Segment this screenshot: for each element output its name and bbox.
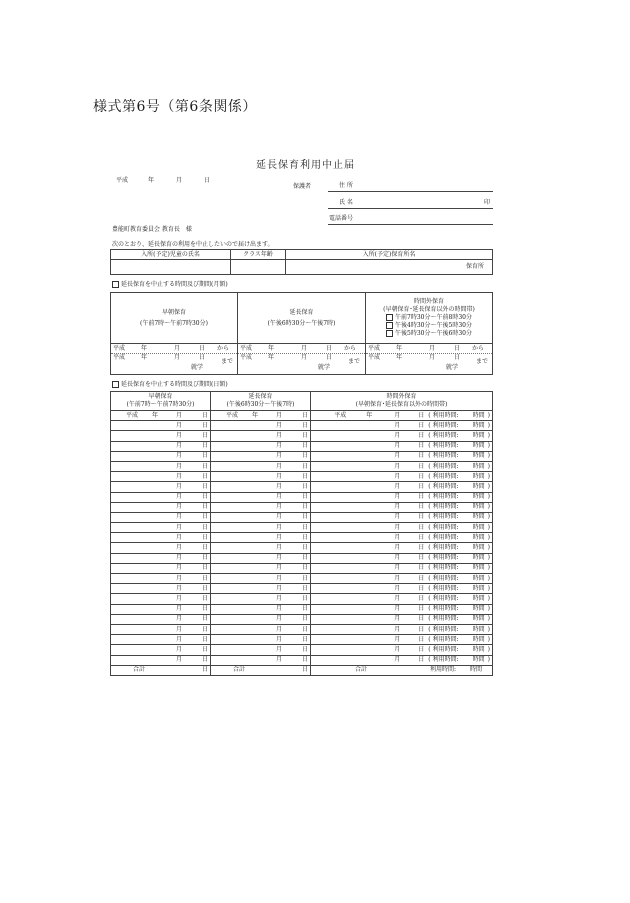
period-month-label: 月 [429,345,436,352]
monthly-extended-header: 延長保育 (午後6時30分～午後7時) [238,293,366,344]
daily-early-date[interactable]: 月 日 [111,604,211,614]
daily-overtime-date[interactable]: 月 日 ( 利用時間: 時間 ) [311,512,493,522]
period-month-label: 月 [301,354,308,361]
daily-row [111,482,493,492]
period-year-label: 年 [268,345,275,352]
daily-early-date[interactable]: 平成 年 月 日 [111,411,211,421]
daily-early-date[interactable]: 月 日 [111,441,211,451]
daily-extended-date[interactable]: 月 日 [211,512,311,522]
daily-row [111,502,493,512]
daily-early-date[interactable]: 月 日 [111,594,211,604]
daily-early-date[interactable]: 月 日 [111,614,211,624]
daily-extended-date[interactable]: 月 日 [211,461,311,471]
period-era-label: 平成 [113,354,126,361]
checkbox-icon[interactable] [386,330,393,337]
daily-extended-date[interactable]: 平成 年 月 日 [211,411,311,421]
daily-overtime-date[interactable]: 月 日 ( 利用時間: 時間 ) [311,533,493,543]
daily-extended-date[interactable]: 月 日 [211,543,311,553]
nursery-name-cell[interactable]: 保育所 [286,260,493,275]
period-era-label: 平成 [113,345,126,352]
phone-field[interactable] [328,224,493,225]
daily-overtime-date[interactable]: 月 日 ( 利用時間: 時間 ) [311,645,493,655]
period-from-label: から [217,345,230,352]
daily-row [111,472,493,482]
daily-extended-date[interactable]: 月 日 [211,482,311,492]
period-day-label: 日 [199,345,206,352]
form-title: 延長保育利用中止届 [256,160,355,171]
daily-extended-date[interactable]: 月 日 [211,614,311,624]
daily-overtime-date[interactable]: 月 日 ( 利用時間: 時間 ) [311,543,493,553]
daily-early-date[interactable]: 月 日 [111,502,211,512]
checkbox-icon[interactable] [112,281,119,288]
address-field[interactable] [328,191,493,192]
daily-early-date[interactable]: 月 日 [111,635,211,645]
daily-row [111,421,493,431]
daily-row [111,624,493,634]
daily-total-row [111,665,493,675]
daily-early-total[interactable]: 合計 日 [111,665,211,675]
name-label: 氏 名 [339,199,353,206]
daily-overtime-date[interactable]: 平成 年 月 日 ( 利用時間: 時間 ) [311,411,493,421]
period-divider [366,353,492,354]
child-name-cell[interactable] [111,260,231,275]
checkbox-icon[interactable] [386,314,393,321]
period-day-label: 日 [454,345,461,352]
period-school-label: 就学 [318,364,331,371]
daily-overtime-date[interactable]: 月 日 ( 利用時間: 時間 ) [311,604,493,614]
phone-label: 電話番号 [329,215,354,222]
daily-row [111,594,493,604]
period-until-label: まで [348,358,361,365]
daily-row [111,584,493,594]
daily-extended-date[interactable]: 月 日 [211,574,311,584]
daily-early-date[interactable]: 月 日 [111,512,211,522]
period-era-label: 平成 [368,354,381,361]
daily-early-date[interactable]: 月 日 [111,451,211,461]
daily-early-date[interactable]: 月 日 [111,655,211,665]
period-until-label: まで [476,358,489,365]
daily-extended-date[interactable]: 月 日 [211,594,311,604]
period-divider [111,353,237,354]
daily-overtime-date[interactable]: 月 日 ( 利用時間: 時間 ) [311,523,493,533]
daily-row [111,614,493,624]
daily-row [111,451,493,461]
period-era-label: 平成 [368,345,381,352]
daily-early-date[interactable]: 月 日 [111,461,211,471]
daily-extended-date[interactable]: 月 日 [211,523,311,533]
daily-overtime-total[interactable]: 合計 利用時間: 時間 [311,665,493,675]
daily-row [111,604,493,614]
period-month-label: 月 [174,354,181,361]
daily-row [111,645,493,655]
daily-overtime-date[interactable]: 月 日 ( 利用時間: 時間 ) [311,635,493,645]
daily-early-date[interactable]: 月 日 [111,553,211,563]
daily-extended-date[interactable]: 月 日 [211,451,311,461]
name-field[interactable] [328,208,493,209]
child-info-table [110,249,493,275]
period-year-label: 年 [396,345,403,352]
daily-overtime-date[interactable]: 月 日 ( 利用時間: 時間 ) [311,451,493,461]
seal-mark: 印 [484,199,491,206]
form-number: 様式第6号（第6条関係） [93,99,257,115]
monthly-early-header: 早朝保育 (午前7時～午前7時30分) [111,293,238,344]
daily-overtime-date[interactable]: 月 日 ( 利用時間: 時間 ) [311,563,493,573]
section-monthly-title: 延長保育を中止する時間及び期間(月額) [112,281,228,288]
daily-overtime-date[interactable]: 月 日 ( 利用時間: 時間 ) [311,574,493,584]
daily-row [111,523,493,533]
daily-overtime-date[interactable]: 月 日 ( 利用時間: 時間 ) [311,502,493,512]
daily-extended-date[interactable]: 月 日 [211,655,311,665]
daily-overtime-header: 時間外保育 (早朝保育･延長保育以外の時間帯) [311,392,493,411]
daily-extended-date[interactable]: 月 日 [211,563,311,573]
daily-table [110,391,493,676]
daily-early-date[interactable]: 月 日 [111,472,211,482]
daily-row [111,655,493,665]
daily-row [111,411,493,421]
daily-early-date[interactable]: 月 日 [111,563,211,573]
period-year-label: 年 [141,354,148,361]
daily-early-date[interactable]: 月 日 [111,543,211,553]
monthly-overtime-header: 時間外保育 (早朝保育･延長保育以外の時間帯) 午前7時30分～午前8時30分 午後4時30分～午後5時30分 午後5時30分～午後6時30分 [366,293,493,344]
daily-extended-date[interactable]: 月 日 [211,533,311,543]
daily-overtime-date[interactable]: 月 日 ( 利用時間: 時間 ) [311,584,493,594]
period-era-label: 平成 [240,354,253,361]
section-daily-title: 延長保育を中止する時間及び期間(日額) [112,381,228,388]
daily-early-date[interactable]: 月 日 [111,584,211,594]
address-label: 住 所 [339,182,353,189]
daily-overtime-date[interactable]: 月 日 ( 利用時間: 時間 ) [311,624,493,634]
period-month-label: 月 [174,345,181,352]
addressee: 豊能町教育委員会 教育長 様 [112,226,192,233]
daily-extended-date[interactable]: 月 日 [211,472,311,482]
period-from-label: から [344,345,357,352]
daily-extended-date[interactable]: 月 日 [211,645,311,655]
monthly-early-period[interactable] [111,344,238,375]
daily-overtime-date[interactable]: 月 日 ( 利用時間: 時間 ) [311,431,493,441]
class-age-cell[interactable] [231,260,286,275]
daily-early-date[interactable]: 月 日 [111,492,211,502]
daily-overtime-date[interactable]: 月 日 ( 利用時間: 時間 ) [311,614,493,624]
period-school-label: 就学 [191,364,204,371]
daily-row [111,461,493,471]
daily-extended-date[interactable]: 月 日 [211,492,311,502]
daily-extended-date[interactable]: 月 日 [211,553,311,563]
daily-row [111,543,493,553]
daily-early-date[interactable]: 月 日 [111,645,211,655]
daily-row [111,431,493,441]
daily-extended-date[interactable]: 月 日 [211,441,311,451]
daily-overtime-date[interactable]: 月 日 ( 利用時間: 時間 ) [311,482,493,492]
daily-overtime-date[interactable]: 月 日 ( 利用時間: 時間 ) [311,492,493,502]
daily-row [111,563,493,573]
monthly-extended-period[interactable] [238,344,366,375]
monthly-table [110,292,493,375]
period-day-label: 日 [326,345,333,352]
daily-early-date[interactable]: 月 日 [111,431,211,441]
checkbox-icon[interactable] [386,322,393,329]
daily-extended-date[interactable]: 月 日 [211,421,311,431]
intro-text: 次のとおり、延長保育の利用を中止したいので届け出ます。 [112,241,274,248]
daily-row [111,553,493,563]
daily-extended-date[interactable]: 月 日 [211,502,311,512]
daily-extended-date[interactable]: 月 日 [211,604,311,614]
daily-extended-date[interactable]: 月 日 [211,584,311,594]
daily-overtime-date[interactable]: 月 日 ( 利用時間: 時間 ) [311,553,493,563]
checkbox-icon[interactable] [112,381,119,388]
period-era-label: 平成 [240,345,253,352]
period-month-label: 月 [429,354,436,361]
class-age-header: クラス年齢 [231,250,286,260]
daily-early-date[interactable]: 月 日 [111,523,211,533]
daily-overtime-date[interactable]: 月 日 ( 利用時間: 時間 ) [311,472,493,482]
period-school-label: 就学 [446,364,459,371]
period-day-label: 日 [326,354,333,361]
period-year-label: 年 [396,354,403,361]
daily-row [111,635,493,645]
daily-early-header: 早朝保育 (午前7時～午前7時30分) [111,392,211,411]
daily-overtime-date[interactable]: 月 日 ( 利用時間: 時間 ) [311,441,493,451]
period-year-label: 年 [141,345,148,352]
daily-extended-total[interactable]: 合計 日 [211,665,311,675]
period-month-label: 月 [301,345,308,352]
daily-early-date[interactable]: 月 日 [111,482,211,492]
daily-extended-header: 延長保育 (午後6時30分～午後7時) [211,392,311,411]
daily-row [111,441,493,451]
daily-row [111,574,493,584]
nursery-name-header: 入所(予定)保育所名 [286,250,493,260]
period-day-label: 日 [199,354,206,361]
daily-row [111,512,493,522]
period-from-label: から [472,345,485,352]
daily-early-date[interactable]: 月 日 [111,421,211,431]
daily-early-date[interactable]: 月 日 [111,624,211,634]
period-divider [238,353,365,354]
daily-overtime-date[interactable]: 月 日 ( 利用時間: 時間 ) [311,655,493,665]
monthly-overtime-period[interactable] [366,344,493,375]
daily-row [111,492,493,502]
daily-overtime-date[interactable]: 月 日 ( 利用時間: 時間 ) [311,461,493,471]
daily-row [111,533,493,543]
daily-overtime-date[interactable]: 月 日 ( 利用時間: 時間 ) [311,594,493,604]
daily-extended-date[interactable]: 月 日 [211,624,311,634]
period-until-label: まで [221,358,234,365]
daily-early-date[interactable]: 月 日 [111,533,211,543]
daily-early-date[interactable]: 月 日 [111,574,211,584]
period-year-label: 年 [268,354,275,361]
daily-overtime-date[interactable]: 月 日 ( 利用時間: 時間 ) [311,421,493,431]
daily-extended-date[interactable]: 月 日 [211,431,311,441]
daily-extended-date[interactable]: 月 日 [211,635,311,645]
child-name-header: 入所(予定)児童の氏名 [111,250,231,260]
guardian-label: 保護者 [293,183,312,190]
period-day-label: 日 [454,354,461,361]
